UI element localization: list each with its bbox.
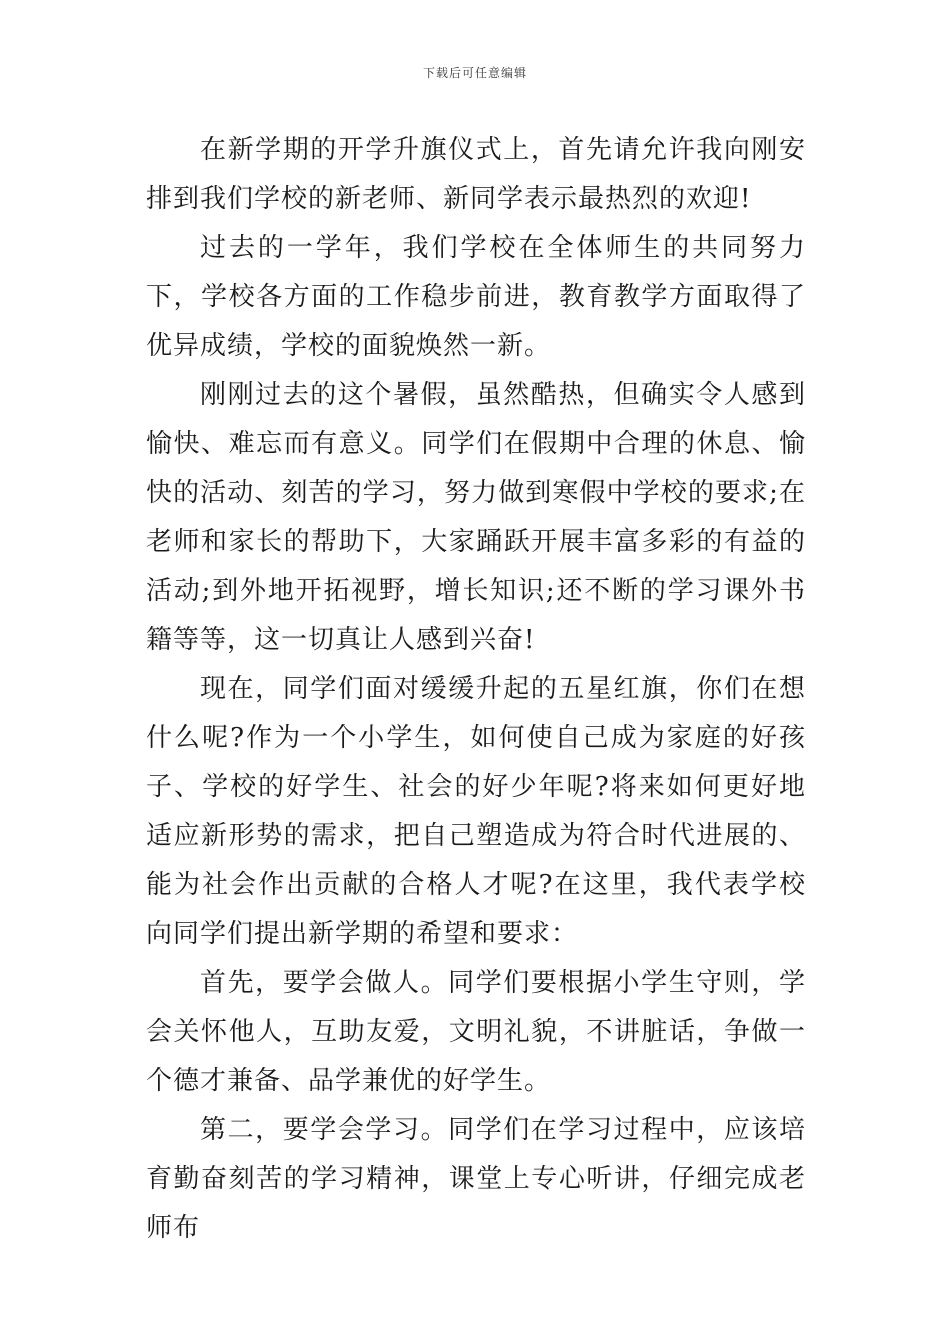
paragraph-4: 现在，同学们面对缓缓升起的五星红旗，你们在想什么呢?作为一个小学生，如何使自己成为家庭的好孩子、学校的好学生、社会的好少年呢?将来如何更好地适应新形势的需求，把自己塑造成为符合时代进展的、能为社会作出贡献的合格人才呢?在这里，我代表学校向同学们提出新学期的希望和要求： bbox=[146, 674, 806, 949]
page-header: 下载后可任意编辑 bbox=[422, 66, 527, 80]
paragraph-2: 过去的一学年，我们学校在全体师生的共同努力下，学校各方面的工作稳步前进，教育教学方面取得了优异成绩，学校的面貌焕然一新。 bbox=[146, 233, 806, 361]
paragraph-3: 刚刚过去的这个暑假，虽然酷热，但确实令人感到愉快、难忘而有意义。同学们在假期中合理的休息、愉快的活动、刻苦的学习，努力做到寒假中学校的要求;在老师和家长的帮助下，大家踊跃开展丰富多彩的有益的活动;到外地开拓视野，增长知识;还不断的学习课外书籍等等，这一切真让人感到兴奋! bbox=[146, 380, 806, 655]
paragraph-6: 第二，要学会学习。同学们在学习过程中，应该培育勤奋刻苦的学习精神，课堂上专心听讲，仔细完成老师布 bbox=[146, 1115, 806, 1243]
document-body bbox=[146, 126, 806, 1253]
paragraph-1: 在新学期的开学升旗仪式上，首先请允许我向刚安排到我们学校的新老师、新同学表示最热烈的欢迎! bbox=[146, 135, 806, 214]
paragraph-5: 首先，要学会做人。同学们要根据小学生守则，学会关怀他人，互助友爱，文明礼貌，不讲脏话，争做一个德才兼备、品学兼优的好学生。 bbox=[146, 968, 806, 1096]
